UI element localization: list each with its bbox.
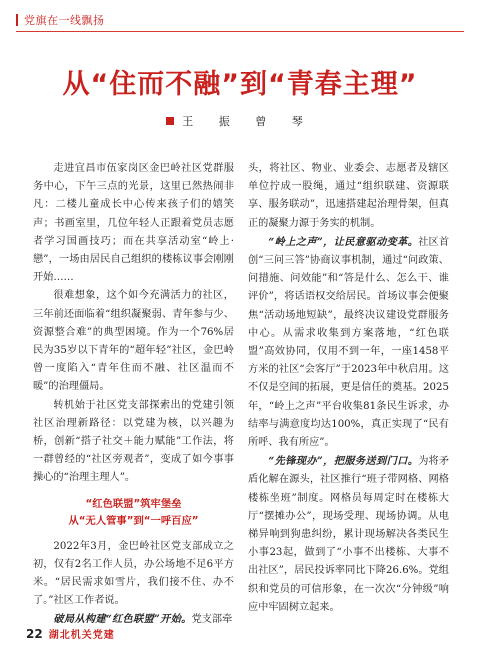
section-subheading — [33, 496, 234, 530]
page-number: 22 — [26, 626, 43, 641]
right-column — [248, 160, 449, 617]
author-marker-icon — [166, 117, 174, 125]
subheading-line-1: “红色联盟”筑牢堡垒 — [85, 497, 182, 510]
page-footer — [26, 626, 115, 641]
left-column — [33, 160, 234, 630]
header-divider — [16, 31, 464, 32]
paragraph-lead: “先锋现办”，把服务送到门口。 — [268, 455, 419, 468]
paragraph: 2022年3月，金巴岭社区党支部成立之初，仅有2名工作人员，办公场地不足6平方米。“居民需求如雪片，我们接不住、办不了。”社区工作者说。 — [33, 540, 234, 607]
magazine-name: 湖北机关党建 — [48, 630, 115, 641]
paragraph-body: 党支部牵 — [191, 614, 233, 626]
header-accent-bar — [16, 14, 18, 26]
section-header — [16, 12, 105, 28]
article-title: 从“住而不融”到“青春主理” — [62, 69, 418, 100]
paragraph-body: 为将矛盾化解在源头，社区推行“班子带网格、网格楼栋坐班”制度。网格员每周定时在楼栋大厅“摆摊办公”，现场受理、现场协调。从电梯异响到狗患纠纷，累计现场解决各类民生小事23起，做到了“小事不出楼栋、大事不出社区”，居民投诉率同比下降26.6%。党组织和党员的可信形象，在一次次“分钟级”响应中牢固树立起来。 — [248, 456, 450, 613]
paragraph: 走进宜昌市伍家岗区金巴岭社区党群服务中心，下午三点的光景，这里已然热闹非凡：二楼儿童成长中心传来孩子们的嬉笑声；书画室里，几位年轻人正跟着党员志愿者学习国画技巧；而在共享活动室“岭上·戀”，一场由居民自己组织的楼栋议事会刚刚开始…… — [33, 163, 234, 284]
paragraph — [248, 452, 449, 617]
author-line — [0, 113, 480, 129]
section-title: 党旗在一线飘扬 — [24, 14, 105, 27]
paragraph-lead: “岭上之声”，让民意驱动变革。 — [268, 235, 419, 248]
paragraph-lead: 破局从构建“红色联盟”开始。 — [53, 613, 192, 626]
paragraph: 很难想象，这个如今充满活力的社区，三年前还面临着“组织凝聚弱、青年参与少、资源整合难”的典型困境。作为一个76%居民为35岁以下青年的“超年轻”社区，金巴岭曾一度陷入“青年住而不融、社区温而不暖”的治理僵局。 — [33, 290, 234, 393]
paragraph-body: 社区首创“三问三答”协商议事机制，通过“问政策、问措施、问效能”和“答是什么、怎么干、谁评价”，将话语权交给居民。首场议事会便聚焦“活动场地短缺”，最终决议建设党群服务中心。从需求收集到方案落地，“红色联盟”高效协同，仅用不到一年，一座1458平方米的社区“会客厅”于2023年中秋启用。这不仅是空间的拓展，更是信任的奠基。2025年，“岭上之声”平台收集81条民生诉求，办结率与满意度均达100%，真正实现了“民有所呼、我有所应”。 — [248, 236, 450, 449]
author-names: 王 振 曾 琴 — [182, 115, 314, 128]
paragraph: 头，将社区、物业、业委会、志愿者及辖区单位拧成一股绳，通过“组织联建、资源联享、服务联动”，迅速搭建起治理骨架，但真正的凝聚力源于务实的机制。 — [248, 163, 449, 229]
paragraph — [248, 233, 449, 452]
subheading-line-2: 从“无人管事”到“一呼百应” — [68, 514, 199, 527]
paragraph: 转机始于社区党支部探索出的党建引领社区治理新路径：以党建为核，以兴趣为桥，创新“搭子社交＋能力赋能”工作法，将一群曾经的“社区旁观者”，变成了如今事事操心的“治理主理人”。 — [33, 399, 234, 484]
